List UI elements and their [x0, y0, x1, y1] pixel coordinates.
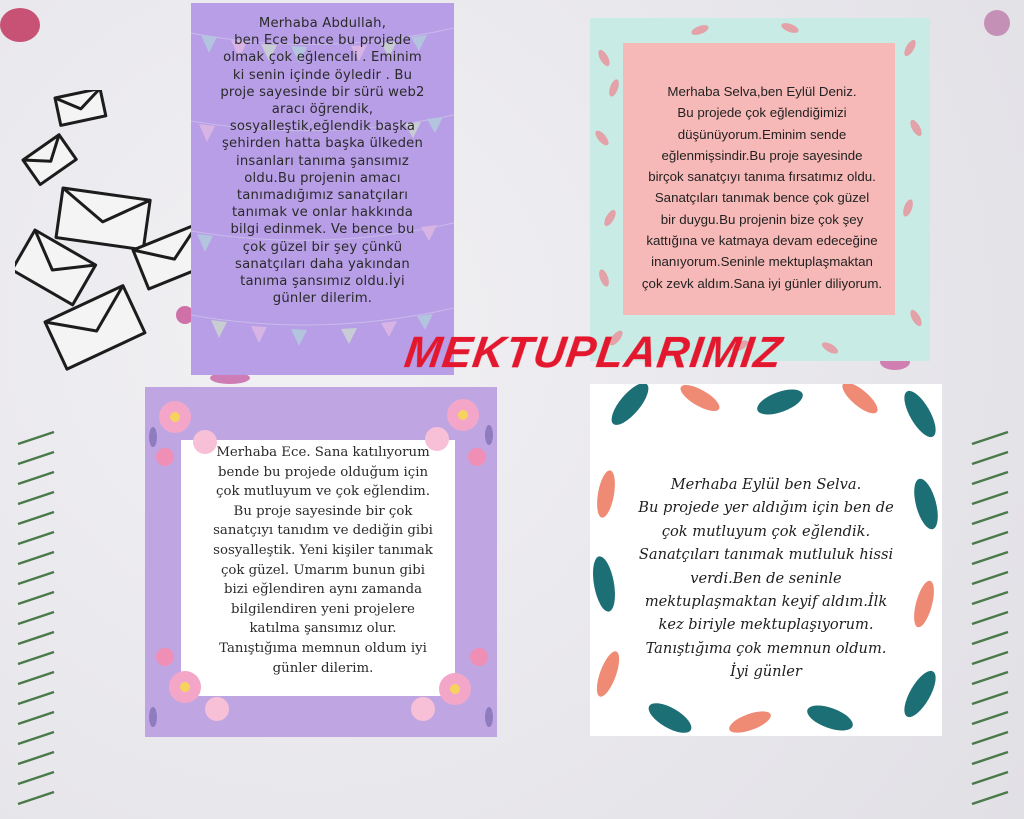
stripe-decoration-right: [968, 430, 1012, 819]
pink-blob-decoration: [984, 10, 1010, 36]
letter-text: Merhaba Ece. Sana katılıyorum bende bu projede olduğum için çok mutluyum ve çok eğlendim. Bu proje sayesinde bir çok sanatçıyı tanıdım ve dediğin gibi sosyalleştik. Yeni kişiler tanımak çok güzel. Umarım bunun gibi bizi eğlendiren aynı zamanda bilgilendiren yeni projelere katılma şansımız olur. Tanıştığıma memnun oldum iyi günler dilerim.: [213, 445, 433, 676]
letter-card-1: [191, 3, 454, 375]
envelope-icon: [55, 90, 106, 125]
letter-text: Merhaba Selva,ben Eylül Deniz. Bu projede çok eğlendiğimizi düşünüyorum.Eminim sende eğlenmişsindir.Bu proje sayesinde birçok sanatçıyı tanıma fırsatımız oldu. Sanatçıları tanımak bence çok güzel bir duygu.Bu projenin bize çok şey kattığına ve katmaya devam edeceğine inanıyorum.Seninle mektuplaşmaktan çok zevk aldım.Sana iyi günler diliyorum.: [641, 84, 883, 291]
page-title: MEKTUPLARIMIZ: [401, 328, 786, 377]
letter-card-4: [590, 384, 942, 736]
stripe-decoration-left: [14, 430, 58, 819]
letter-text: Merhaba Eylül ben Selva. Bu projede yer aldığım için ben de çok mutluyum çok eğlendik. Sanatçıları tanımak mutluluk hissi verdi.Ben de seninle mektuplaşmaktan keyif aldım.İlk kez biriyle mektuplaşıyorum. Tanıştığıma çok memnun oldum. İyi günler: [638, 476, 894, 681]
envelope-icon: [56, 188, 150, 250]
letter-card-2: [590, 18, 930, 361]
letter-text: Merhaba Abdullah, ben Ece bence bu projede olmak çok eğlenceli . Eminim ki senin içinde öyledir . Bu proje sayesinde bir sürü web2 aracı öğrendik, sosyalleştik,eğlendik başka şehirden hatta başka ülkeden insanları tanıma şansımız oldu.Bu projenin amacı tanımadığımız sanatçıları tanımak ve onlar hakkında bilgi edinmek. Ve bence bu çok güzel bir şey çünkü sanatçıları daha yakından tanıma şansımız oldu.İyi günler dilerim.: [220, 16, 425, 307]
pink-blob-decoration: [0, 8, 40, 42]
envelope-icon: [23, 135, 76, 185]
letter-card-3: [145, 387, 497, 737]
envelopes-illustration: [15, 90, 215, 380]
